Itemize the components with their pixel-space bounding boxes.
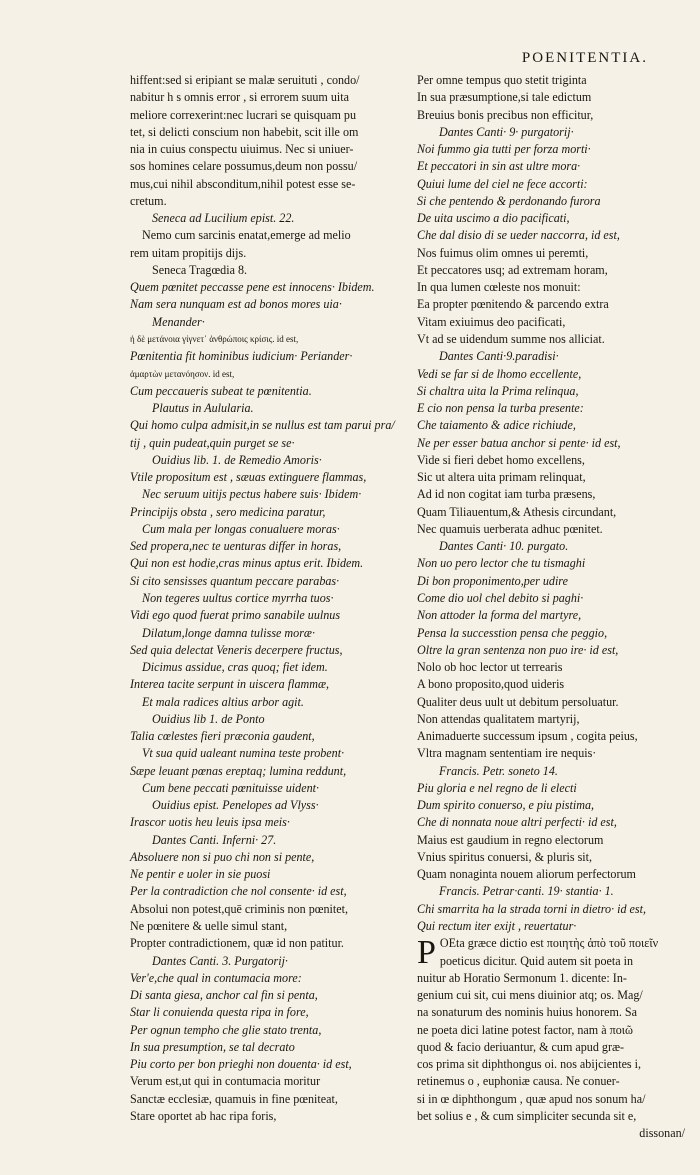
text-line: Seneca ad Lucilium epist. 22. (152, 211, 295, 226)
text-line: Nam sera nunquam est ad bonos mores uia· (130, 297, 342, 312)
text-line: Et peccatores usq; ad extremam horam, (417, 262, 608, 277)
text-line: Vitam exiuimus deo pacificati, (417, 314, 566, 329)
text-line: Talia cœlestes fieri præconia gaudent, (130, 729, 315, 744)
text-line: Qui homo culpa admisit,in se nullus est tam parui pra/ (130, 418, 395, 433)
text-line: Si chaltra uita la Prima relinqua, (417, 383, 579, 398)
text-line: hiffent:sed si eripiant se malæ seruituti , condo/ (130, 73, 360, 87)
text-line: Sanctæ ecclesiæ, quamuis in fine pœniteat, (130, 1091, 338, 1106)
text-line: Cum bene peccati pœnituisse uident· (142, 780, 320, 795)
text-line: Francis. Petr. soneto 14. (439, 763, 558, 778)
text-line: Dantes Canti. 3. Purgatorij· (152, 953, 288, 968)
text-line: Cum peccaueris subeat te pœnitentia. (130, 383, 312, 398)
text-line: cretum. (130, 193, 167, 208)
text-line: Ad id non cogitat iam turba præsens, (417, 487, 596, 502)
text-line: De uita uscimo a dio pacificati, (417, 211, 570, 226)
text-line: Absolui non potest,quē criminis non pœnitet, (130, 901, 349, 916)
text-line: Non uo pero lector che tu tismaghi (417, 556, 586, 571)
text-line: nabitur h s omnis error , si errorem suum uita (130, 90, 349, 105)
text-line: rem uitam propitijs dijs. (130, 245, 247, 260)
text-line: Pœnitentia fit hominibus iudicium· Periander· (130, 349, 353, 364)
text-line: Et peccatori in sin ast ultre mora· (417, 159, 581, 174)
entry-line: poeticus dicitur. Quid autem sit poeta in (439, 953, 634, 968)
text-line: Noi fummo gia tutti per forza morti· (417, 142, 591, 157)
text-line: Ne pœnitere & uelle simul stant, (130, 919, 288, 934)
text-line: Sic ut altera uita primam relinquat, (417, 470, 586, 485)
text-line: Nec quamuis uerberata adhuc pœnitet. (417, 521, 603, 536)
entry-line: ne poeta dici latine potest factor, nam à ποιῶ (417, 1022, 633, 1037)
text-line: Qualiter deus uult ut debitum persoluatur. (417, 694, 619, 709)
entry-line: nuitur ab Horatio Sermonum 1. dicente: In- (417, 970, 627, 985)
text-line: Cum mala per longas conualuere moras· (142, 521, 340, 536)
text-line: Quam nonaginta nouem aliorum perfectorum (417, 867, 636, 882)
text-line: Vltra magnam sententiam ire nequis· (417, 746, 597, 761)
entry-line: na sonaturum des nominis huius honorem. Sa (417, 1005, 638, 1020)
entry-line: genium cui sit, cui mens diuinior atq; os. Mag/ (417, 988, 643, 1003)
right-column (417, 72, 689, 1142)
text-line: Stare oportet ab hac ripa foris, (130, 1108, 277, 1123)
text-line: In qua lumen cœleste nos monuit: (417, 280, 581, 295)
text-line: Quiui lume del ciel ne fece accorti: (417, 176, 588, 191)
text-line: Vt ad se uidendum summe nos alliciat. (417, 331, 605, 346)
text-line: Seneca Tragœdia 8. (152, 262, 248, 277)
text-line: Vnius spiritus conuersi, & pluris sit, (417, 849, 593, 864)
text-line: Nolo ob hoc lector ut terrearis (417, 660, 563, 675)
text-line: Si che pentendo & perdonando furora (417, 193, 601, 208)
text-line: Che di nonnata noue altri perfecti· id est, (417, 815, 617, 830)
text-line: Plautus in Aulularia. (152, 401, 254, 416)
text-line: A bono proposito,quod uideris (417, 677, 565, 692)
text-line: Dantes Canti·9.paradisi· (439, 349, 559, 364)
text-line: Vt sua quid ualeant numina teste probent· (142, 746, 345, 761)
entry-line: quod & facio deriuantur, & cum apud græ- (417, 1039, 625, 1054)
text-line: ἁμαρτὼν μετανόησον. id est, (130, 368, 235, 379)
entry-line: cos prima sit diphthongus oi. nos abijcientes i, (417, 1057, 642, 1072)
text-line: Breuius bonis precibus non efficitur, (417, 107, 594, 122)
text-line: In sua presumption, se tal decrato (130, 1039, 295, 1054)
entry-line: bet solius e , & cum simpliciter secunda sit e, (417, 1108, 637, 1123)
text-line: Ea propter pœnitendo & parcendo extra (417, 297, 609, 312)
text-line: Quem pœnitet peccasse pene est innocens· Ibidem. (130, 280, 375, 295)
text-line: Per omne tempus quo stetit triginta (417, 73, 587, 87)
text-line: Di bon proponimento,per udire (417, 573, 568, 588)
text-line: Principijs obsta , sero medicina paratur, (130, 504, 326, 519)
text-line: Ver'e,che qual in contumacia more: (130, 970, 302, 985)
text-line: Oltre la gran sentenza non puo ire· id est, (417, 642, 619, 657)
text-line: Verum est,ut qui in contumacia moritur (130, 1074, 321, 1089)
text-line: Pensa la successtion pensa che peggio, (417, 625, 608, 640)
text-line: sos homines celare possumus,deum non possu/ (130, 159, 358, 174)
text-line: Che dal disio di se ueder naccorra, id est, (417, 228, 620, 243)
text-line: Chi smarrita ha la strada torni in dietro· id est, (417, 901, 647, 916)
text-line: Non attoder la forma del martyre, (417, 608, 582, 623)
text-line: Che taiamento & adice richiude, (417, 418, 576, 433)
text-line: Si cito sensisses quantum peccare parabas· (130, 573, 340, 588)
running-head: POENITENTIA. (521, 50, 648, 66)
text-line: Francis. Petrar·canti. 19· stantia· 1. (439, 884, 614, 899)
text-line: Non tegeres uultus cortice myrrha tuos· (142, 590, 334, 605)
entry-line: retinemus o , euphoniæ causa. Ne conuer- (417, 1074, 620, 1089)
text-line: tij , quin pudeat,quin purget se se· (130, 435, 295, 450)
text-line: Dantes Canti· 10. purgato. (439, 539, 569, 554)
text-line: Star li conuienda questa ripa in fore, (130, 1005, 309, 1020)
right-column-lines (417, 72, 689, 935)
catchword: dissonan/ (639, 1126, 685, 1141)
poeta-entry (417, 935, 689, 1125)
left-column (130, 72, 402, 1125)
text-line: Absoluere non si puo chi non si pente, (130, 849, 315, 864)
text-line: Dantes Canti· 9· purgatorij· (439, 124, 574, 139)
text-line: Qui non est hodie,cras minus aptus erit. Ibidem. (130, 556, 364, 571)
text-line: Animaduerte successum ipsum , cogita peius, (417, 729, 638, 744)
text-line: ἡ δὲ μετάνοια γίγνετ᾽ ἀνθρώποις κρίσις. id est, (130, 333, 299, 344)
text-line: Ouidius lib 1. de Ponto (152, 711, 265, 726)
text-line: Dum spirito conuerso, e piu pistima, (417, 798, 595, 813)
text-line: mus,cui nihil absconditum,nihil potest esse se- (130, 176, 356, 191)
text-line: tet, si delicti conscium non habebit, scit ille om (130, 124, 359, 139)
text-line: Vedi se far si de lhomo eccellente, (417, 366, 582, 381)
text-line: Irascor uotis heu leuis ipsa meis· (130, 815, 290, 830)
text-line: Piu gloria e nel regno de li electi (417, 780, 577, 795)
text-line: Vidi ego quod fuerat primo sanabile uulnus (130, 608, 341, 623)
text-line: Nos fuimus olim omnes ui peremti, (417, 245, 589, 260)
text-line: Piu corto per bon prieghi non douenta· id est, (130, 1057, 352, 1072)
text-line: Maius est gaudium in regno electorum (417, 832, 604, 847)
text-line: Ouidius epist. Penelopes ad Vlyss· (152, 798, 319, 813)
text-line: In sua præsumptione,si tale edictum (417, 90, 592, 105)
text-line: Di santa giesa, anchor cal fin si penta, (130, 988, 318, 1003)
text-line: Per ognun tempho che glie stato trenta, (130, 1022, 322, 1037)
entry-line: OEta græce dictio est ποιητὴς ἀπὸ τοῦ ποιεῖν (439, 936, 659, 951)
text-line: Sæpe leuant pœnas ereptaq; lumina reddunt, (130, 763, 347, 778)
drop-cap-initial: P (417, 934, 436, 972)
entry-line: si in œ diphthongum , quæ apud nos sonum ha/ (417, 1091, 646, 1106)
text-line: Qui rectum iter exijt , reuertatur· (417, 919, 577, 934)
text-line: Menander· (152, 314, 205, 329)
text-line: Ne pentir e uoler in sie puosi (130, 867, 271, 882)
text-line: Ouidius lib. 1. de Remedio Amoris· (152, 452, 322, 467)
text-line: Vtile propositum est , sæuas extinguere flammas, (130, 470, 367, 485)
text-line: Vide si fieri debet homo excellens, (417, 452, 585, 467)
text-line: Nemo cum sarcinis enatat,emerge ad melio (142, 228, 351, 243)
text-line: Propter contradictionem, quæ id non patitur. (130, 936, 344, 951)
text-line: Sed propera,nec te uenturas differ in horas, (130, 539, 342, 554)
text-line: Dilatum,longe damna tulisse moræ· (142, 625, 316, 640)
text-line: Per la contradiction che nol consente· id est, (130, 884, 347, 899)
text-line: E cio non pensa la turba presente: (417, 401, 584, 416)
text-line: Interea tacite serpunt in uiscera flammæ, (130, 677, 330, 692)
text-line: Nec seruum uitijs pectus habere suis· Ibidem· (142, 487, 362, 502)
text-line: Non attendas qualitatem martyrij, (417, 711, 580, 726)
text-line: Et mala radices altius arbor agit. (142, 694, 304, 709)
text-line: Dicimus assidue, cras quoq; fiet idem. (142, 660, 328, 675)
text-line: Ne per esser batua anchor si pente· id est, (417, 435, 621, 450)
text-line: nia in cuius conspectu uiuimus. Nec si uniuer- (130, 142, 354, 157)
text-line: meliore correxerint:nec lucrari se quisquam pu (130, 107, 356, 122)
text-line: Sed quia delectat Veneris decerpere fructus, (130, 642, 343, 657)
text-line: Come dio uol chel debito si paghi· (417, 590, 584, 605)
text-line: Dantes Canti. Inferni· 27. (152, 832, 277, 847)
text-line: Quam Tiliauentum,& Athesis circundant, (417, 504, 617, 519)
